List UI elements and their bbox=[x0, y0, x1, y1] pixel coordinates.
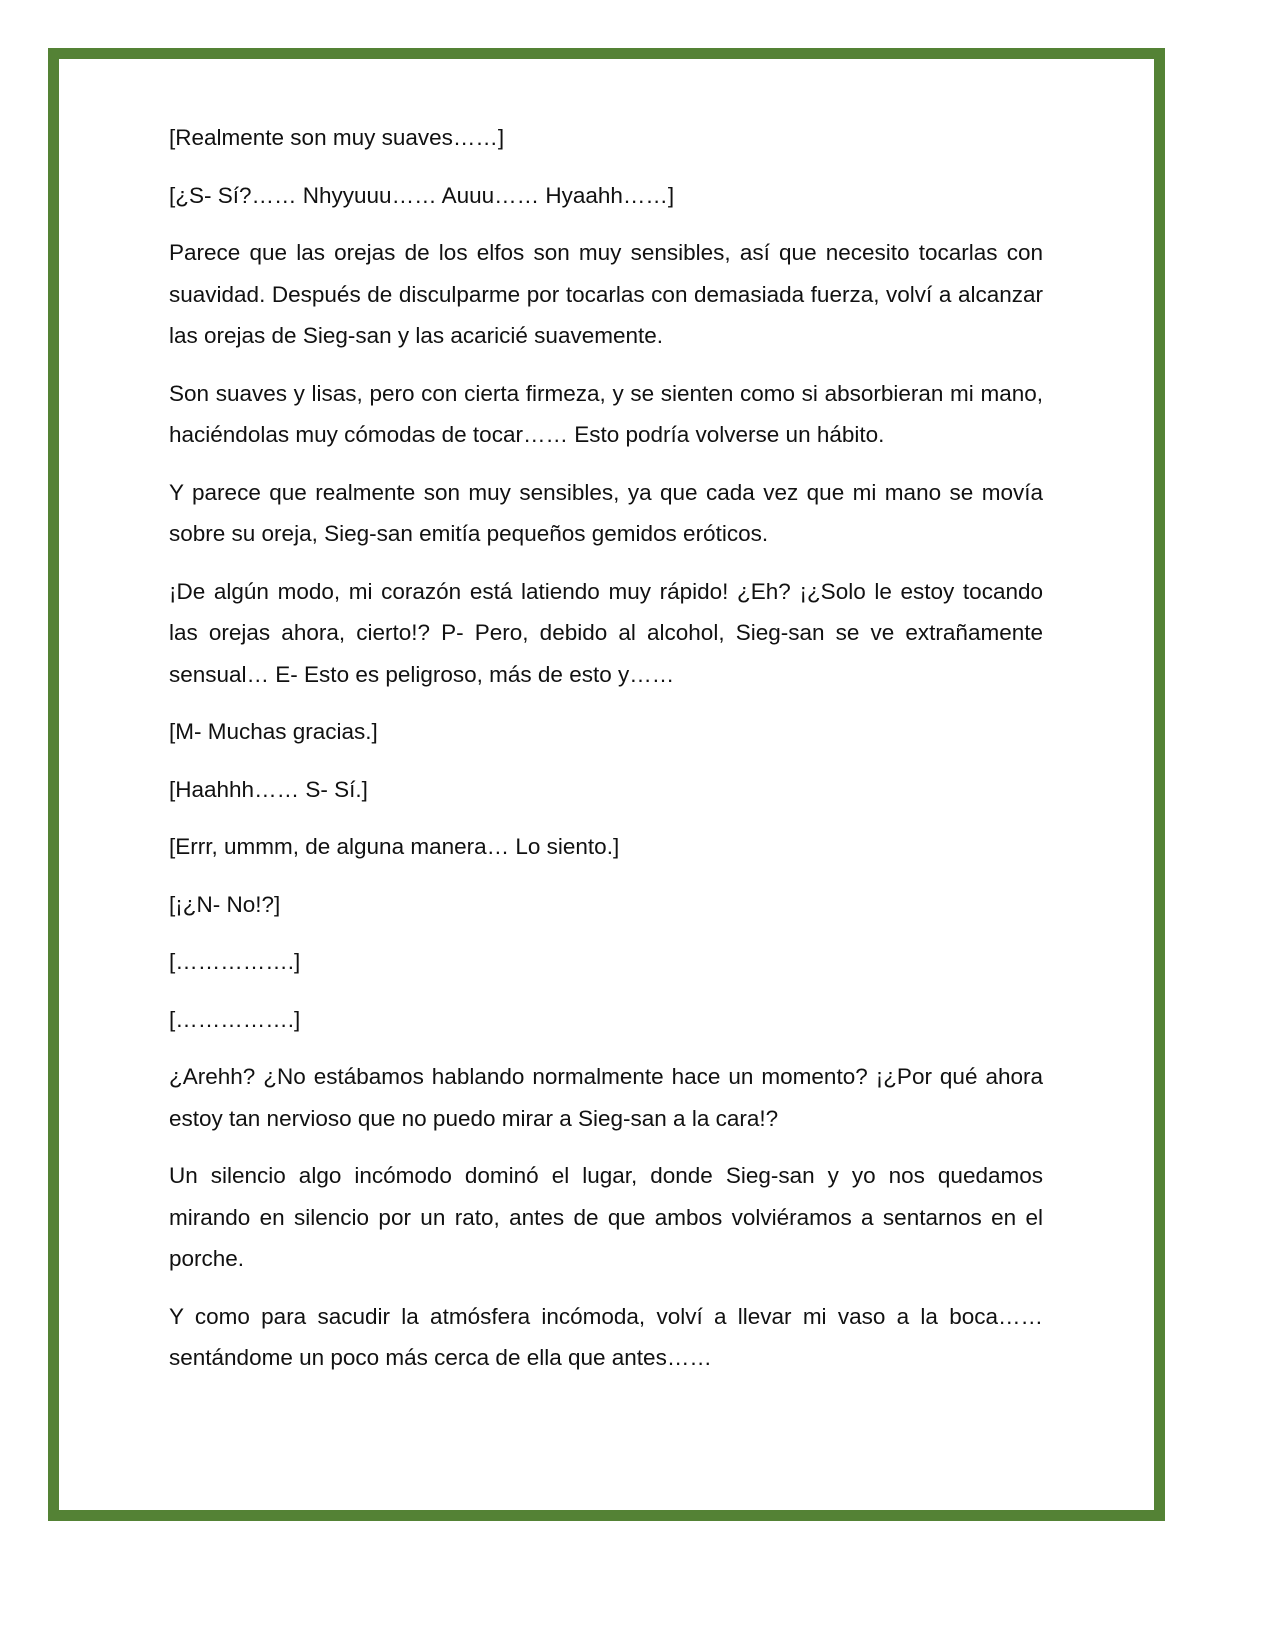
paragraph: ¿Arehh? ¿No estábamos hablando normalmente hace un momento? ¡¿Por qué ahora estoy tan nervioso que no puedo mirar a Sieg-san a la cara!? bbox=[169, 1064, 1043, 1131]
paragraph: Un silencio algo incómodo dominó el lugar, donde Sieg-san y yo nos quedamos mirando en silencio por un rato, antes de que ambos volviéramos a sentarnos en el porche. bbox=[169, 1163, 1043, 1271]
paragraph: [¡¿N- No!?] bbox=[169, 891, 281, 917]
paragraph: [¿S- Sí?…… Nhyyuuu…… Auuu…… Hyaahh……] bbox=[169, 182, 675, 208]
paragraph: [M- Muchas gracias.] bbox=[169, 719, 378, 744]
paragraph: […………….] bbox=[169, 949, 301, 974]
document-body bbox=[169, 117, 1043, 1395]
paragraph: Son suaves y lisas, pero con cierta firmeza, y se sienten como si absorbieran mi mano, haciéndolas muy cómodas de tocar…… Esto podría volverse un hábito. bbox=[169, 380, 1043, 447]
paragraph: ¡De algún modo, mi corazón está latiendo muy rápido! ¿Eh? ¡¿Solo le estoy tocando las orejas ahora, cierto!? P- Pero, debido al alcohol, Sieg-san se ve extrañamente sensual… E- Esto es peligroso, más de esto y…… bbox=[169, 578, 1043, 687]
paragraph: Parece que las orejas de los elfos son muy sensibles, así que necesito tocarlas con suavidad. Después de disculparme por tocarlas con demasiada fuerza, volví a alcanzar las orejas de Sieg-san y las acaricié suavemente. bbox=[169, 240, 1043, 348]
paragraph: [Realmente son muy suaves……] bbox=[169, 125, 505, 150]
paragraph: Y como para sacudir la atmósfera incómoda, volví a llevar mi vaso a la boca…… sentándome un poco más cerca de ella que antes…… bbox=[169, 1303, 1043, 1370]
paragraph: [Haahhh…… S- Sí.] bbox=[169, 776, 368, 802]
paragraph: […………….] bbox=[169, 1006, 301, 1032]
paragraph: Y parece que realmente son muy sensibles, ya que cada vez que mi mano se movía sobre su oreja, Sieg-san emitía pequeños gemidos eróticos. bbox=[169, 479, 1043, 546]
paragraph: [Errr, ummm, de alguna manera… Lo siento.] bbox=[169, 834, 620, 859]
